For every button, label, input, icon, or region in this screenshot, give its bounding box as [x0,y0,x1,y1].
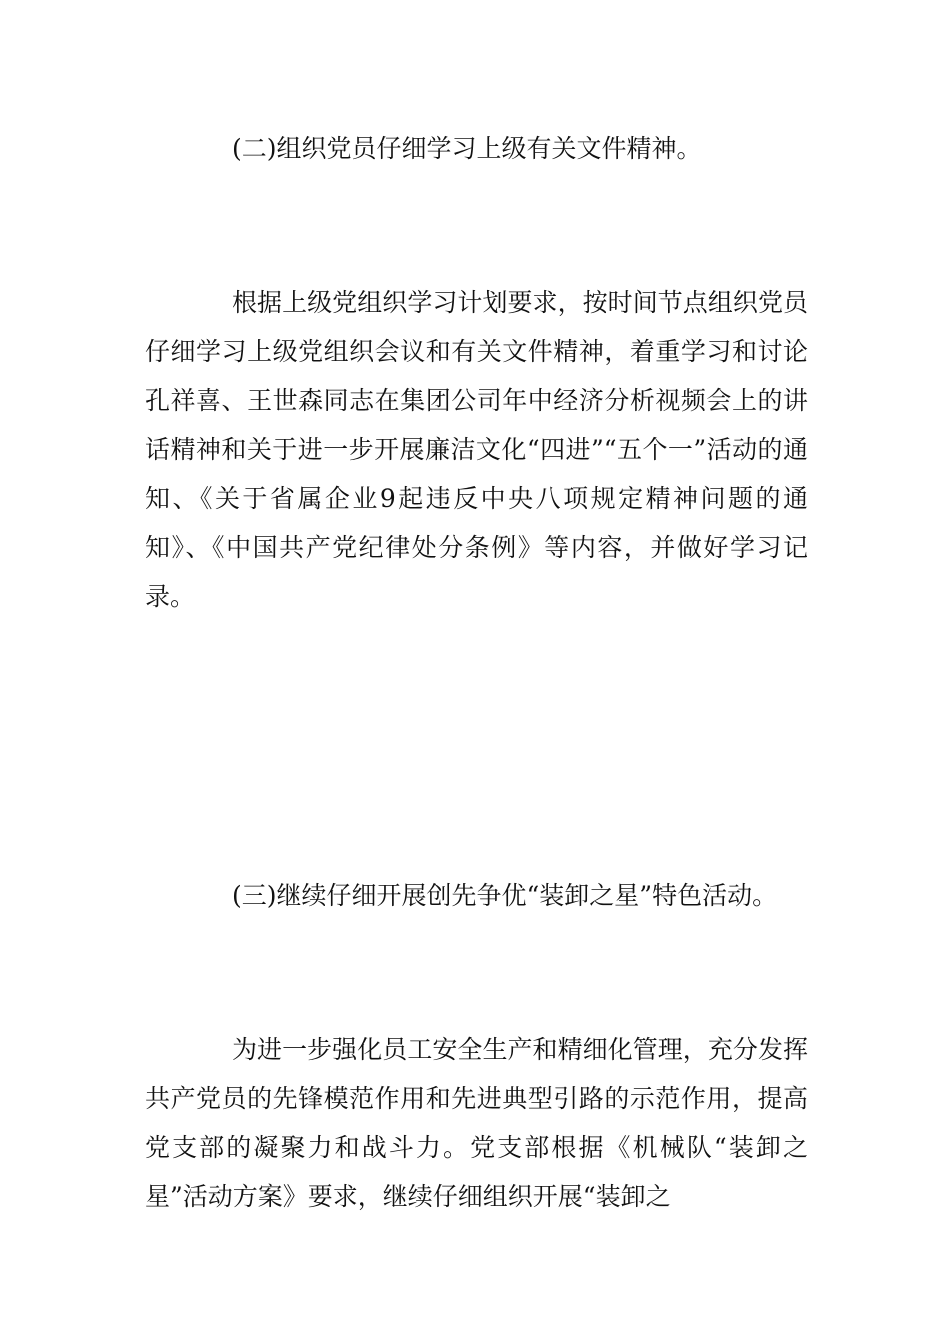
section-heading-3: (三)继续仔细开展创先争优“装卸之星”特色活动。 [232,881,778,910]
section-heading-2: (二)组织党员仔细学习上级有关文件精神。 [232,134,702,163]
section-paragraph-2: 根据上级党组织学习计划要求，按时间节点组织党员仔细学习上级党组织会议和有关文件精神，着重学习和讨论孔祥喜、王世森同志在集团公司年中经济分析视频会上的讲话精神和关于进一步开展廉洁文化“四进”“五个一”活动的通知、《关于省属企业9起违反中央八项规定精神问题的通知》、《中国共产党纪律处分条例》等内容，并做好学习记录。 [145,288,808,611]
section-paragraph-3: 为进一步强化员工安全生产和精细化管理，充分发挥共产党员的先锋模范作用和先进典型引路的示范作用，提高党支部的凝聚力和战斗力。党支部根据《机械队“装卸之星”活动方案》要求，继续仔细组织开展“装卸之 [145,1035,808,1211]
